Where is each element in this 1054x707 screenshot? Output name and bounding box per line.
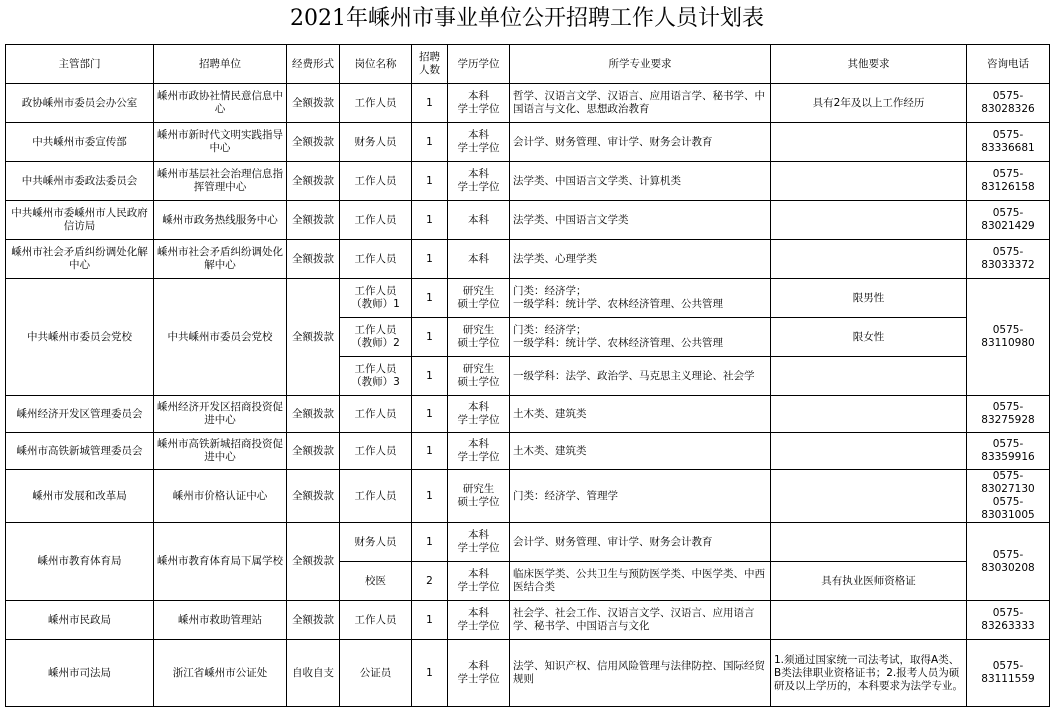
- table-row: [6, 396, 1050, 433]
- count-cell: 2: [412, 562, 448, 601]
- degree-cell: 研究生 硕士学位: [448, 279, 510, 318]
- major-cell: 会计学、财务管理、审计学、财务会计教育: [510, 523, 771, 562]
- count-cell: 1: [412, 470, 448, 523]
- major-cell: 土木类、建筑类: [510, 396, 771, 433]
- unit-cell: 嵊州市价格认证中心: [154, 470, 287, 523]
- fund-cell: 全额拨款: [287, 201, 340, 240]
- dept-cell: 政协嵊州市委员会办公室: [6, 84, 154, 123]
- phone-cell: 0575-83028326: [967, 84, 1050, 123]
- post-cell: 工作人员: [340, 396, 412, 433]
- unit-cell: 嵊州市教育体育局下属学校: [154, 523, 287, 601]
- fund-cell: 全额拨款: [287, 433, 340, 470]
- other-req-cell: [771, 470, 967, 523]
- dept-cell: 嵊州市教育体育局: [6, 523, 154, 601]
- recruitment-table: [5, 44, 1050, 707]
- other-req-cell: [771, 123, 967, 162]
- header-cell: 经费形式: [287, 45, 340, 84]
- fund-cell: 全额拨款: [287, 601, 340, 640]
- unit-cell: 嵊州市高铁新城招商投资促进中心: [154, 433, 287, 470]
- degree-cell: 本科 学士学位: [448, 562, 510, 601]
- table-row: [6, 523, 1050, 562]
- count-cell: 1: [412, 162, 448, 201]
- degree-cell: 本科 学士学位: [448, 396, 510, 433]
- count-cell: 1: [412, 123, 448, 162]
- post-cell: 工作人员 （教师）3: [340, 357, 412, 396]
- unit-cell: 嵊州经济开发区招商投资促进中心: [154, 396, 287, 433]
- major-cell: 土木类、建筑类: [510, 433, 771, 470]
- other-req-cell: [771, 162, 967, 201]
- degree-cell: 研究生 硕士学位: [448, 357, 510, 396]
- major-cell: 法学类、中国语言文学类: [510, 201, 771, 240]
- unit-cell: 嵊州市基层社会治理信息指挥管理中心: [154, 162, 287, 201]
- other-req-cell: 1.须通过国家统一司法考试，取得A类、B类法律职业资格证书；2.报考人员为硕研及以上学历的，本科要求为法学专业。: [771, 640, 967, 707]
- dept-cell: 嵊州市社会矛盾纠纷调处化解中心: [6, 240, 154, 279]
- phone-cell: 0575-83033372: [967, 240, 1050, 279]
- post-cell: 财务人员: [340, 123, 412, 162]
- unit-cell: 嵊州市新时代文明实践指导中心: [154, 123, 287, 162]
- table-row: [6, 162, 1050, 201]
- table-row: [6, 640, 1050, 707]
- unit-cell: 嵊州市政务热线服务中心: [154, 201, 287, 240]
- table-row: [6, 123, 1050, 162]
- degree-cell: 本科 学士学位: [448, 84, 510, 123]
- degree-cell: 研究生 硕士学位: [448, 318, 510, 357]
- dept-cell: 嵊州市民政局: [6, 601, 154, 640]
- header-cell: 学历学位: [448, 45, 510, 84]
- degree-cell: 本科 学士学位: [448, 601, 510, 640]
- phone-cell: 0575-83359916: [967, 433, 1050, 470]
- header-cell: 招聘人数: [412, 45, 448, 84]
- fund-cell: 自收自支: [287, 640, 340, 707]
- count-cell: 1: [412, 84, 448, 123]
- other-req-cell: 限女性: [771, 318, 967, 357]
- count-cell: 1: [412, 240, 448, 279]
- header-cell: 咨询电话: [967, 45, 1050, 84]
- major-cell: 门类：经济学； 一级学科：统计学、农林经济管理、公共管理: [510, 318, 771, 357]
- table-row: [6, 201, 1050, 240]
- other-req-cell: [771, 240, 967, 279]
- post-cell: 工作人员: [340, 162, 412, 201]
- fund-cell: 全额拨款: [287, 523, 340, 601]
- post-cell: 工作人员: [340, 240, 412, 279]
- header-row: [6, 45, 1050, 84]
- major-cell: 一级学科：法学、政治学、马克思主义理论、社会学: [510, 357, 771, 396]
- degree-cell: 本科 学士学位: [448, 162, 510, 201]
- post-cell: 公证员: [340, 640, 412, 707]
- header-cell: 其他要求: [771, 45, 967, 84]
- dept-cell: 中共嵊州市委嵊州市人民政府信访局: [6, 201, 154, 240]
- header-cell: 所学专业要求: [510, 45, 771, 84]
- unit-cell: 嵊州市社会矛盾纠纷调处化解中心: [154, 240, 287, 279]
- unit-cell: 中共嵊州市委员会党校: [154, 279, 287, 396]
- other-req-cell: 限男性: [771, 279, 967, 318]
- fund-cell: 全额拨款: [287, 470, 340, 523]
- degree-cell: 本科: [448, 201, 510, 240]
- post-cell: 工作人员: [340, 601, 412, 640]
- major-cell: 法学类、心理学类: [510, 240, 771, 279]
- phone-cell: 0575-83027130 0575-83031005: [967, 470, 1050, 523]
- count-cell: 1: [412, 279, 448, 318]
- dept-cell: 中共嵊州市委员会党校: [6, 279, 154, 396]
- other-req-cell: [771, 357, 967, 396]
- dept-cell: 嵊州市发展和改革局: [6, 470, 154, 523]
- page-title: 2021年嵊州市事业单位公开招聘工作人员计划表: [290, 6, 764, 31]
- other-req-cell: [771, 523, 967, 562]
- other-req-cell: [771, 433, 967, 470]
- major-cell: 法学、知识产权、信用风险管理与法律防控、国际经贸规则: [510, 640, 771, 707]
- fund-cell: 全额拨款: [287, 123, 340, 162]
- header-cell: 主管部门: [6, 45, 154, 84]
- other-req-cell: [771, 201, 967, 240]
- count-cell: 1: [412, 318, 448, 357]
- post-cell: 工作人员 （教师）1: [340, 279, 412, 318]
- count-cell: 1: [412, 396, 448, 433]
- fund-cell: 全额拨款: [287, 240, 340, 279]
- count-cell: 1: [412, 640, 448, 707]
- degree-cell: 本科 学士学位: [448, 640, 510, 707]
- major-cell: 会计学、财务管理、审计学、财务会计教育: [510, 123, 771, 162]
- other-req-cell: 具有2年及以上工作经历: [771, 84, 967, 123]
- unit-cell: 浙江省嵊州市公证处: [154, 640, 287, 707]
- post-cell: 工作人员: [340, 470, 412, 523]
- major-cell: 临床医学类、公共卫生与预防医学类、中医学类、中西医结合类: [510, 562, 771, 601]
- phone-cell: 0575-83126158: [967, 162, 1050, 201]
- table-row: [6, 433, 1050, 470]
- table-row: [6, 240, 1050, 279]
- fund-cell: 全额拨款: [287, 162, 340, 201]
- post-cell: 工作人员 （教师）2: [340, 318, 412, 357]
- degree-cell: 本科 学士学位: [448, 123, 510, 162]
- table-row: [6, 84, 1050, 123]
- other-req-cell: 具有执业医师资格证: [771, 562, 967, 601]
- table-row: [6, 279, 1050, 318]
- count-cell: 1: [412, 357, 448, 396]
- unit-cell: 嵊州市救助管理站: [154, 601, 287, 640]
- phone-cell: 0575-83110980: [967, 279, 1050, 396]
- dept-cell: 嵊州经济开发区管理委员会: [6, 396, 154, 433]
- phone-cell: 0575-83111559: [967, 640, 1050, 707]
- post-cell: 工作人员: [340, 84, 412, 123]
- fund-cell: 全额拨款: [287, 279, 340, 396]
- degree-cell: 本科 学士学位: [448, 433, 510, 470]
- degree-cell: 研究生 硕士学位: [448, 470, 510, 523]
- count-cell: 1: [412, 601, 448, 640]
- major-cell: 社会学、社会工作、汉语言文学、汉语言、应用语言学、秘书学、中国语言与文化: [510, 601, 771, 640]
- degree-cell: 本科 学士学位: [448, 523, 510, 562]
- count-cell: 1: [412, 433, 448, 470]
- major-cell: 法学类、中国语言文学类、计算机类: [510, 162, 771, 201]
- major-cell: 哲学、汉语言文学、汉语言、应用语言学、秘书学、中国语言与文化、思想政治教育: [510, 84, 771, 123]
- dept-cell: 中共嵊州市委宣传部: [6, 123, 154, 162]
- major-cell: 门类：经济学、管理学: [510, 470, 771, 523]
- fund-cell: 全额拨款: [287, 396, 340, 433]
- table-row: [6, 470, 1050, 523]
- other-req-cell: [771, 601, 967, 640]
- unit-cell: 嵊州市政协社情民意信息中心: [154, 84, 287, 123]
- phone-cell: 0575-83030208: [967, 523, 1050, 601]
- header-cell: 岗位名称: [340, 45, 412, 84]
- table-row: [6, 601, 1050, 640]
- post-cell: 校医: [340, 562, 412, 601]
- degree-cell: 本科: [448, 240, 510, 279]
- dept-cell: 嵊州市高铁新城管理委员会: [6, 433, 154, 470]
- post-cell: 工作人员: [340, 201, 412, 240]
- post-cell: 工作人员: [340, 433, 412, 470]
- count-cell: 1: [412, 523, 448, 562]
- header-cell: 招聘单位: [154, 45, 287, 84]
- dept-cell: 中共嵊州市委政法委员会: [6, 162, 154, 201]
- phone-cell: 0575-83263333: [967, 601, 1050, 640]
- dept-cell: 嵊州市司法局: [6, 640, 154, 707]
- major-cell: 门类：经济学； 一级学科：统计学、农林经济管理、公共管理: [510, 279, 771, 318]
- phone-cell: 0575-83275928: [967, 396, 1050, 433]
- count-cell: 1: [412, 201, 448, 240]
- phone-cell: 0575-83336681: [967, 123, 1050, 162]
- post-cell: 财务人员: [340, 523, 412, 562]
- phone-cell: 0575-83021429: [967, 201, 1050, 240]
- fund-cell: 全额拨款: [287, 84, 340, 123]
- other-req-cell: [771, 396, 967, 433]
